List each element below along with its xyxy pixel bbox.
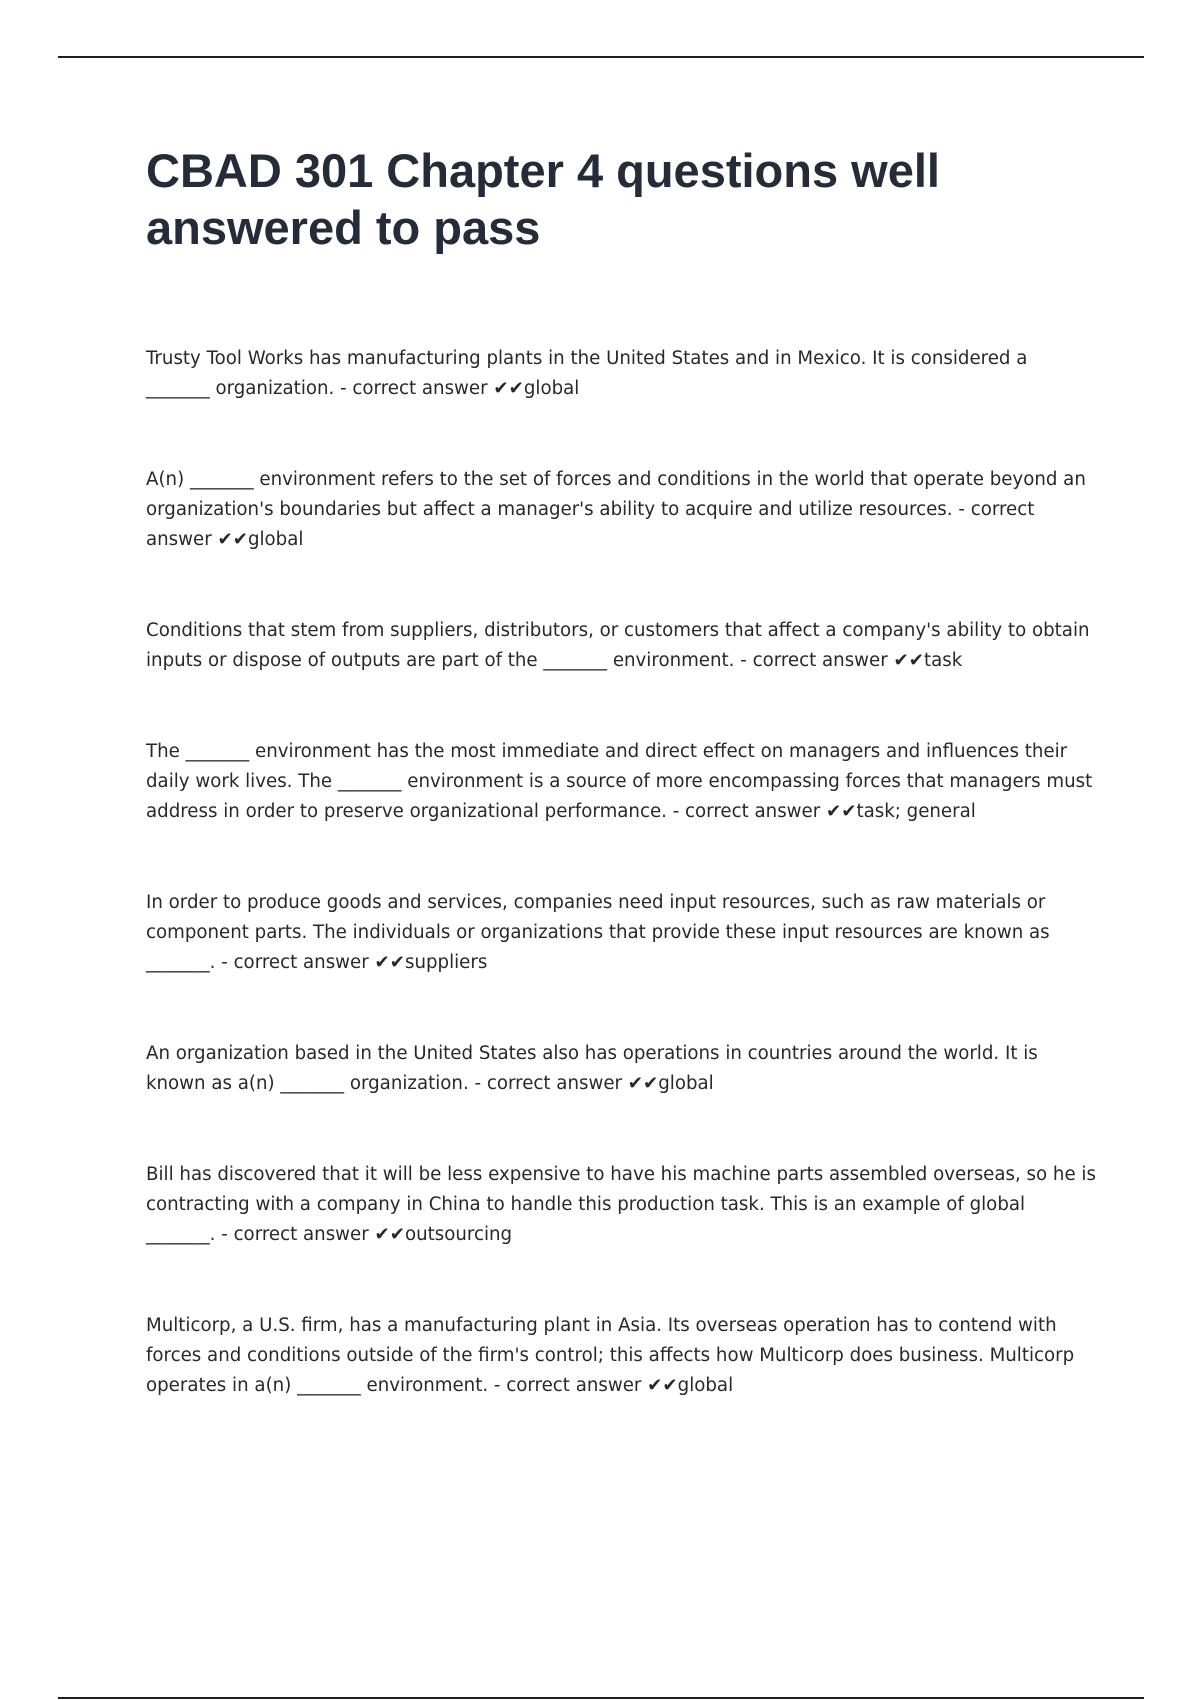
question-item: A(n) _______ environment refers to the set of forces and conditions in the world that operate beyond an organization's boundaries but affect a manager's ability to acquire and utilize resources. - correct answer ✔✔global [146,469,1086,550]
question-item: In order to produce goods and services, companies need input resources, such as raw materials or component parts. The individuals or organizations that provide these input resources are known as _______. - correct answer ✔✔suppliers [146,892,1050,973]
question-list [146,344,1096,1462]
question-item: An organization based in the United States also has operations in countries around the world. It is known as a(n) _______ organization. - correct answer ✔✔global [146,1043,1038,1094]
question-item: Multicorp, a U.S. firm, has a manufacturing plant in Asia. Its overseas operation has to contend with forces and conditions outside of the firm's control; this affects how Multicorp does business. Multicorp operates in a(n) _______ environment. - correct answer ✔✔global [146,1315,1075,1396]
question-item: Conditions that stem from suppliers, distributors, or customers that affect a company's ability to obtain inputs or dispose of outputs are part of the _______ environment. - correct answer ✔✔task [146,620,1090,671]
question-item: Bill has discovered that it will be less expensive to have his machine parts assembled overseas, so he is contracting with a company in China to handle this production task. This is an example of global _______. - correct answer ✔✔outsourcing [146,1164,1096,1245]
question-item: The _______ environment has the most immediate and direct effect on managers and influences their daily work lives. The _______ environment is a source of more encompassing forces that managers must address in order to preserve organizational performance. - correct answer ✔✔task; general [146,741,1093,822]
page-title: CBAD 301 Chapter 4 questions well answered to pass [146,144,940,254]
bottom-divider [58,1697,1144,1699]
question-item: Trusty Tool Works has manufacturing plants in the United States and in Mexico. It is considered a _______ organization. - correct answer ✔✔global [146,348,1028,399]
top-divider [58,56,1144,58]
